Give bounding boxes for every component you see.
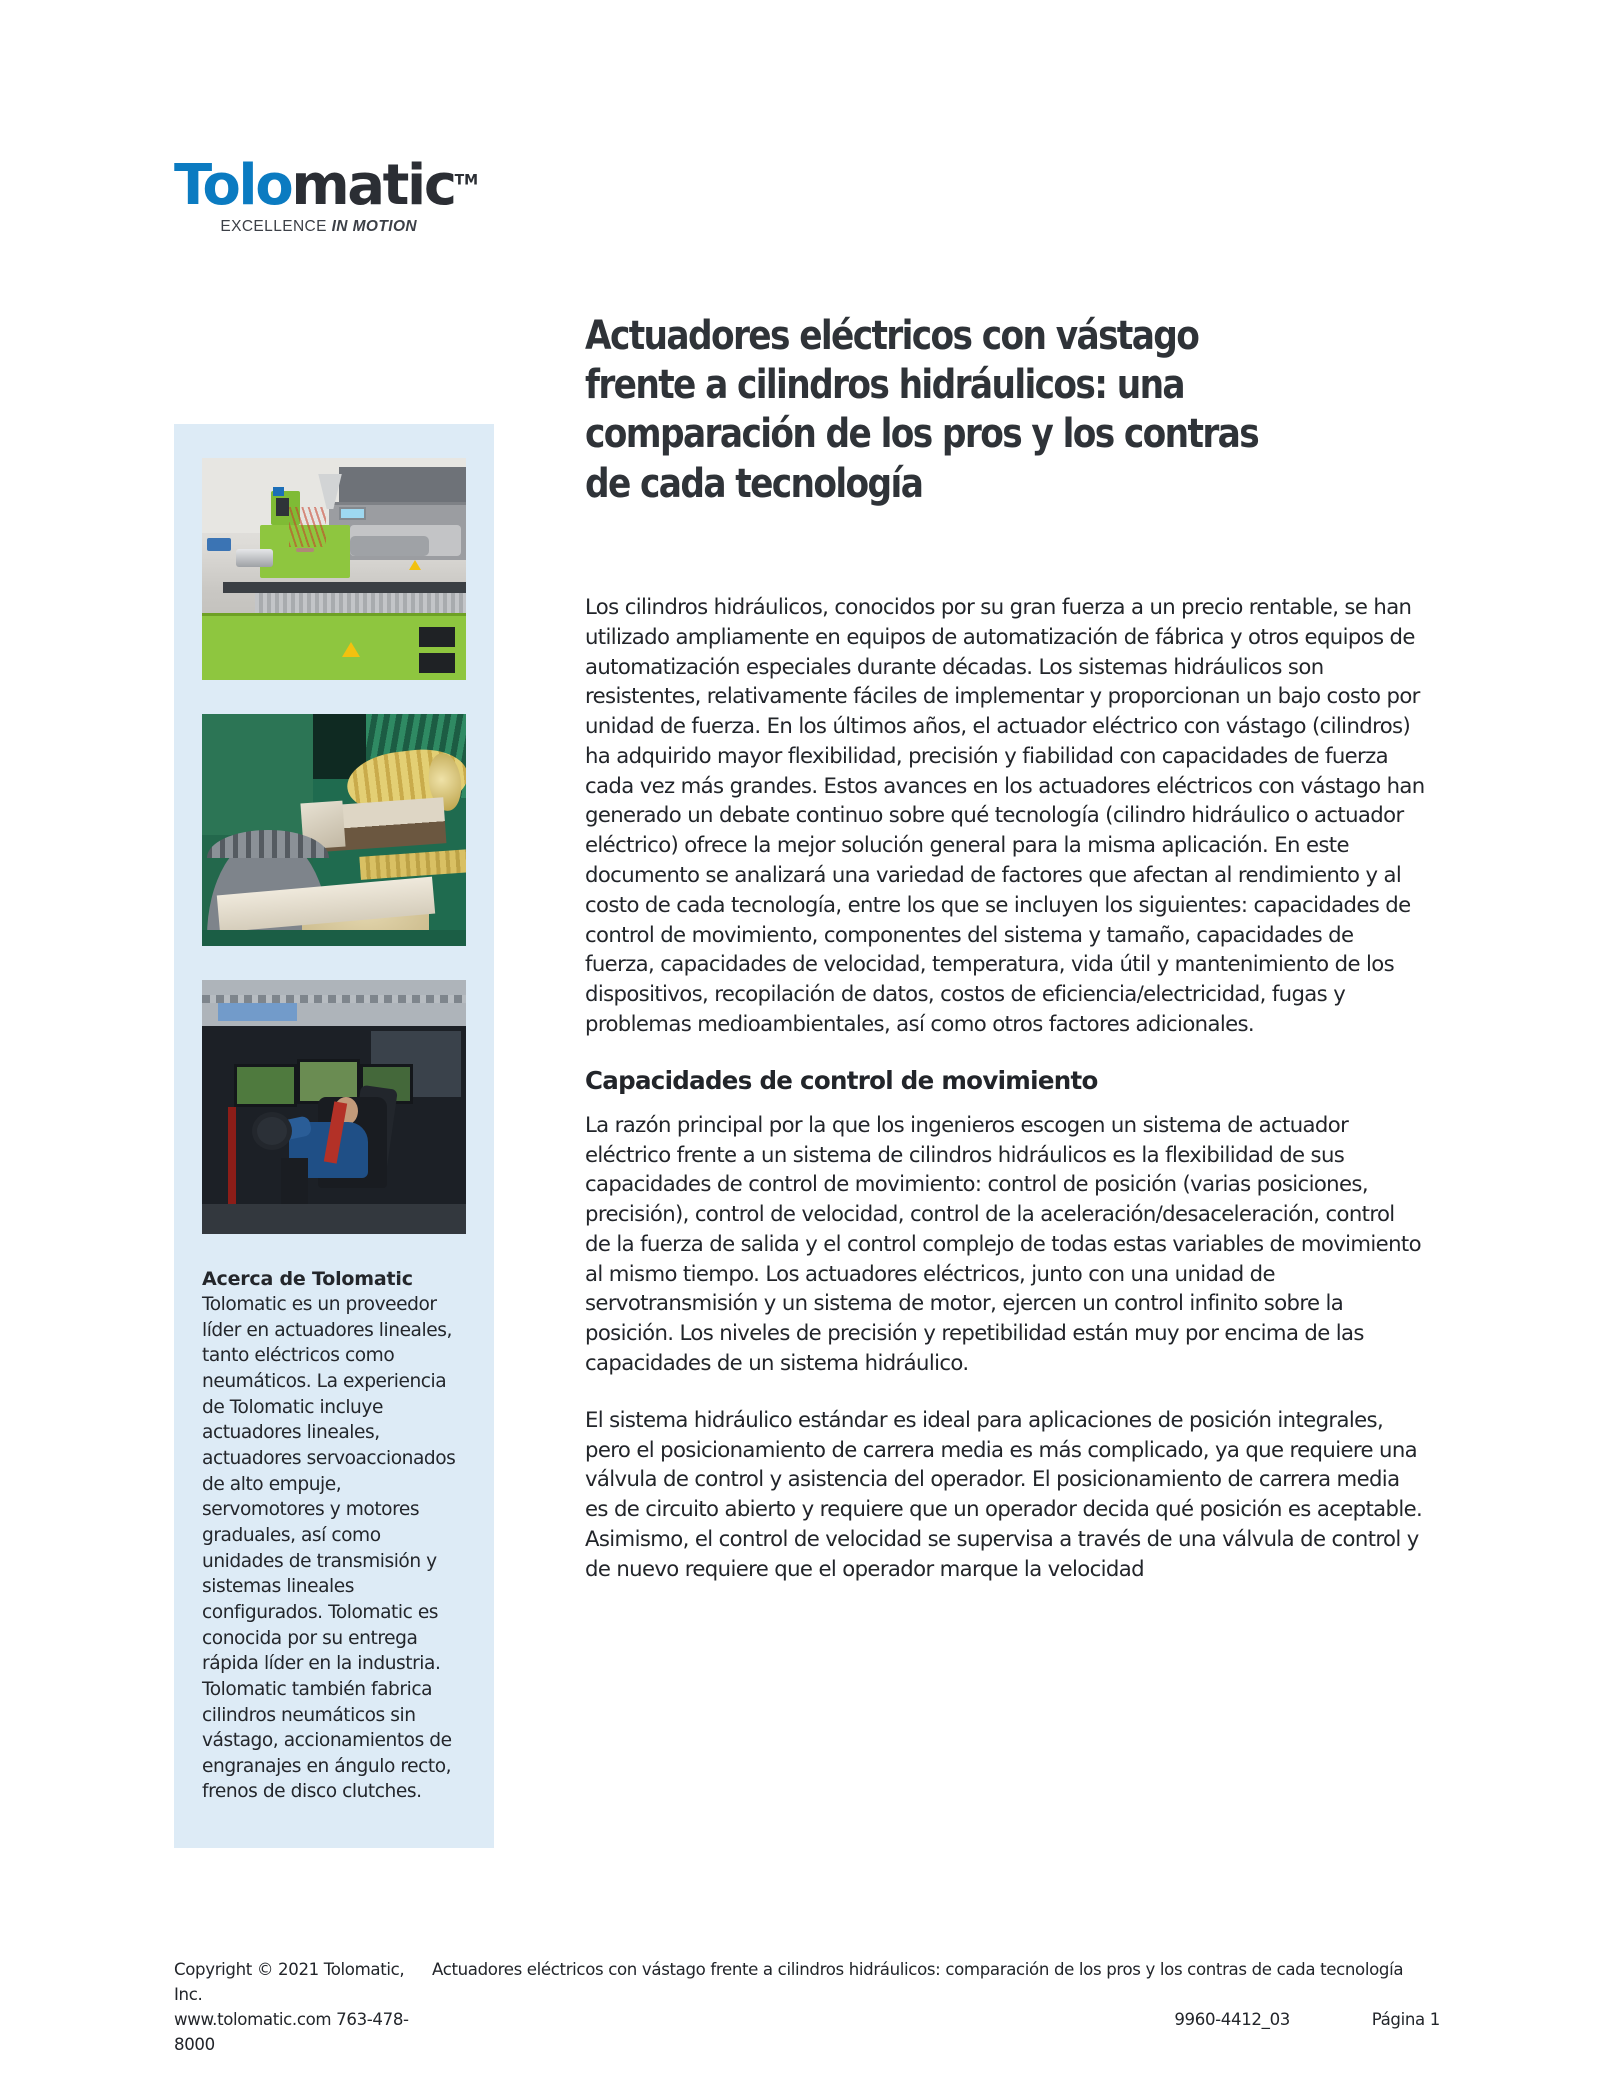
- footer-document-title: Actuadores eléctricos con vástago frente a cilindros hidráulicos: comparación de los pros y los contras de cada tecnología: [432, 1960, 1404, 1979]
- main-content: [585, 592, 1425, 1610]
- page-footer: [174, 1958, 1440, 2058]
- tagline-excellence: EXCELLENCE: [220, 218, 332, 235]
- page-title: Actuadores eléctricos con vástago frente a cilindros hidráulicos: una comparación de los pros y los contras de cada tecnología: [585, 313, 1259, 507]
- logo-wordmark: [174, 153, 494, 218]
- footer-website-phone[interactable]: www.tolomatic.com 763-478-8000: [174, 2009, 409, 2054]
- footer-row-top: [174, 1958, 1440, 2008]
- section-heading-motion-control: Capacidades de control de movimiento: [585, 1065, 1098, 1095]
- paragraph-hydraulic-standard: El sistema hidráulico estándar es ideal para aplicaciones de posición integrales, pero el posicionamiento de carrera media es más complicado, ya que requiere una válvula de control y asistencia del operador. El posicionamiento de carrera media es de circuito abierto y requiere que un operador decida qué posición es aceptable. Asimismo, el control de velocidad se supervisa a través de una válvula de control y de nuevo requiere que el operador marque la velocidad: [585, 1406, 1423, 1581]
- footer-copyright: Copyright © 2021 Tolomatic, Inc.: [174, 1960, 405, 2004]
- logo-text-matic: matic: [291, 153, 455, 218]
- footer-page-number: Página 1: [1371, 2009, 1440, 2029]
- photo-driving-simulator-operator: [202, 980, 466, 1234]
- logo-tagline: [174, 218, 417, 236]
- about-tolomatic-heading: Acerca de Tolomatic: [202, 1268, 413, 1290]
- footer-document-code: 9960-4412_03: [1174, 2009, 1290, 2029]
- photo-sawmill-lumber-machine: [202, 714, 466, 946]
- logo-text-tolo: Tolo: [174, 153, 292, 218]
- paragraph-motion-control: La razón principal por la que los ingenieros escogen un sistema de actuador eléctrico frente a un sistema de cilindros hidráulicos es la flexibilidad de sus capacidades de control de movimiento: control de posición (varias posiciones, precisión), control de velocidad, control de la aceleración/desaceleración, control de la fuerza de salida y el control complejo de todas estas variables de movimiento al mismo tiempo. Los actuadores eléctricos, junto con una unidad de servotransmisión y un sistema de motor, ejercen un control infinito sobre la posición. Los niveles de precisión y repetibilidad están muy por encima de las capacidades de un sistema hidráulico.: [585, 1111, 1421, 1375]
- tolomatic-logo: [174, 153, 494, 236]
- intro-paragraph: Los cilindros hidráulicos, conocidos por su gran fuerza a un precio rentable, se han utilizado ampliamente en equipos de automatización de fábrica y otros equipos de automatización especiales durante décadas. Los sistemas hidráulicos son resistentes, relativamente fáciles de implementar y proporcionan un bajo costo por unidad de fuerza. En los últimos años, el actuador eléctrico con vástago (cilindros) ha adquirido mayor flexibilidad, precisión y fiabilidad con capacidades de fuerza cada vez más grandes. Estos avances en los actuadores eléctricos con vástago han generado un debate continuo sobre qué tecnología (cilindro hidráulico o actuador eléctrico) ofrece la mejor solución general para la misma aplicación. En este documento se analizará una variedad de factores que afectan al rendimiento y al costo de cada tecnología, entre los que se incluyen los siguientes: capacidades de control de movimiento, componentes del sistema y tamaño, capacidades de fuerza, capacidades de velocidad, temperatura, vida útil y mantenimiento de los dispositivos, recopilación de datos, costos de eficiencia/electricidad, fugas y problemas medioambientales, así como otros factores adicionales.: [585, 594, 1425, 1036]
- sidebar-panel: [174, 424, 494, 1848]
- tagline-in-motion: IN MOTION: [331, 218, 417, 235]
- photo-injection-molding-machine: [202, 458, 466, 680]
- about-tolomatic-text: Tolomatic es un proveedor líder en actuadores lineales, tanto eléctricos como neumáticos. La experiencia de Tolomatic incluye actuadores lineales, actuadores servoaccionados de alto empuje, servomotores y motores graduales, así como unidades de transmisión y sistemas lineales configurados. Tolomatic es conocida por su entrega rápida líder en la industria. Tolomatic también fabrica cilindros neumáticos sin vástago, accionamientos de engranajes en ángulo recto, frenos de disco clutches.: [202, 1294, 456, 1803]
- trademark-symbol: TM: [454, 172, 479, 189]
- footer-row-bottom: [174, 2008, 1440, 2058]
